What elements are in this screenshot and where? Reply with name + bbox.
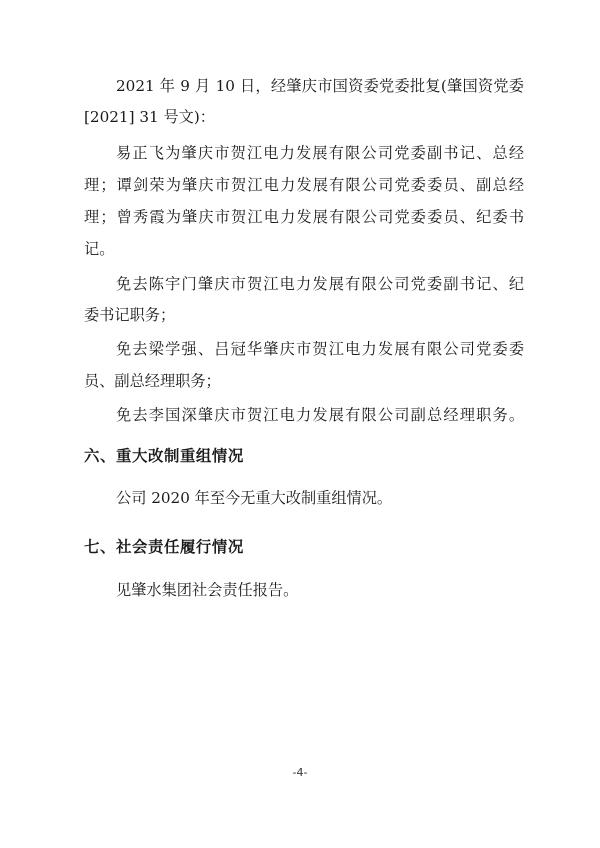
p5-line-1: 免去李国深肇庆市贺江电力发展有限公司副总经理职务。 <box>116 406 524 424</box>
page-number: -4- <box>292 766 308 779</box>
section-seven-body: 见肇水集团社会责任报告。 <box>116 581 299 599</box>
p3-line-2: 委书记职务； <box>84 306 176 324</box>
p2-line-3: 理；曾秀霞为肇庆市贺江电力发展有限公司党委委员、纪委书 <box>84 208 524 226</box>
p2-line-2: 理；谭剑荣为肇庆市贺江电力发展有限公司党委委员、副总经 <box>84 176 524 194</box>
section-six-heading: 六、重大改制重组情况 <box>84 447 244 465</box>
p1-line-1: 2021 年 9 月 10 日，经肇庆市国资委党委批复(肇国资党委 <box>116 77 524 95</box>
p1-line-2: [2021] 31 号文)： <box>84 108 215 126</box>
p4-line-2: 员、副总经理职务； <box>84 372 221 390</box>
p3-line-1: 免去陈宇门肇庆市贺江电力发展有限公司党委副书记、纪 <box>116 275 524 293</box>
p2-line-1: 易正飞为肇庆市贺江电力发展有限公司党委副书记、总经 <box>116 144 524 162</box>
section-six-body: 公司 2020 年至今无重大改制重组情况。 <box>116 489 393 507</box>
p4-line-1: 免去梁学强、吕冠华肇庆市贺江电力发展有限公司党委委 <box>116 340 524 358</box>
p2-line-4: 记。 <box>84 240 115 258</box>
section-seven-heading: 七、社会责任履行情况 <box>84 538 244 556</box>
